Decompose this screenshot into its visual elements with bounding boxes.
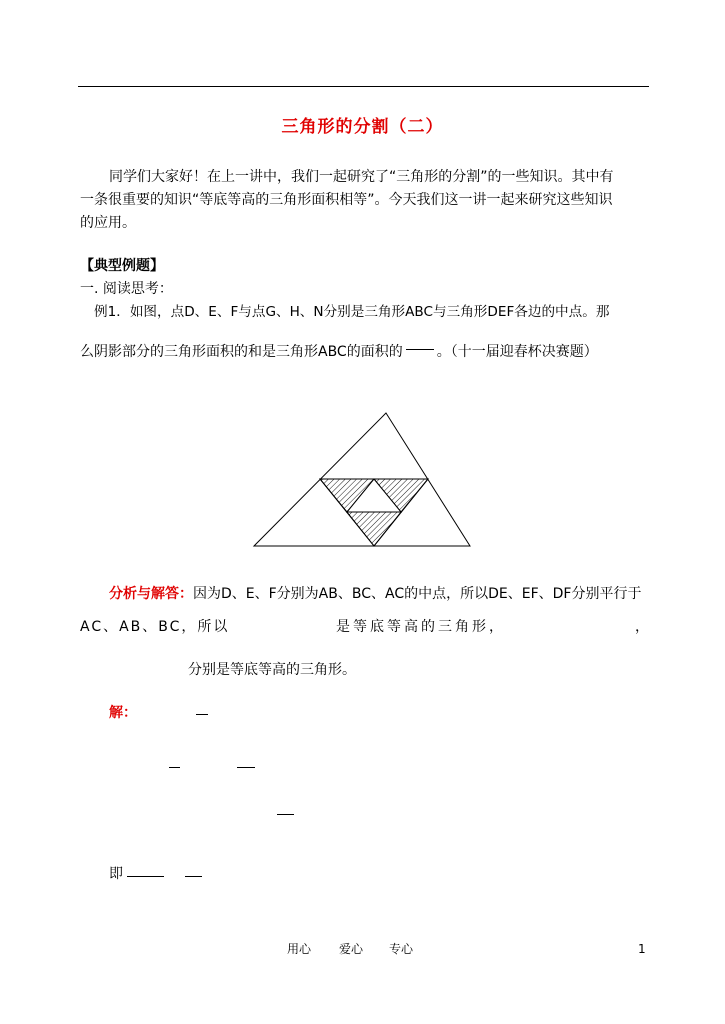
page-number: 1 xyxy=(638,942,646,956)
intro-line-3: 的应用。 xyxy=(80,215,136,231)
solution-dash-5 xyxy=(127,876,164,877)
analysis-line-2b: 是等底等高的三角形， xyxy=(336,619,506,635)
shaded-triangle-bottom xyxy=(347,512,401,546)
intro-line-1: 同学们大家好！在上一讲中，我们一起研究了“三角形的分割”的一些知识。其中有 xyxy=(109,169,614,185)
example1-line-2 xyxy=(80,341,598,364)
analysis-line-3: 分别是等底等高的三角形。 xyxy=(188,662,356,678)
header-rule xyxy=(78,86,649,87)
analysis-line-2 xyxy=(80,616,649,639)
solution-dash-3 xyxy=(237,767,255,768)
example1-line-1: 例1．如图，点D、E、F与点G、H、N分别是三角形ABC与三角形DEF各边的中点。那 xyxy=(94,304,610,320)
analysis-line-2c: ， xyxy=(635,619,649,635)
footer-motto xyxy=(287,940,413,957)
solution-ji: 即 xyxy=(109,866,123,882)
section-heading: 【典型例题】 xyxy=(80,258,164,274)
analysis-line-2a: AC、AB、BC，所以 xyxy=(80,619,230,635)
subsection-heading: 一. 阅读思考： xyxy=(80,281,173,297)
analysis-label: 分析与解答： xyxy=(109,586,193,602)
solution-dash-2 xyxy=(169,767,180,768)
answer-blank xyxy=(406,349,434,350)
triangle-figure xyxy=(250,410,474,550)
example1-line-2a: 么阴影部分的三角形面积的和是三角形ABC的面积的 xyxy=(80,344,403,360)
solution-dash-1 xyxy=(196,714,208,715)
footer-motto-1: 用心 xyxy=(287,942,312,956)
solution-label: 解： xyxy=(109,705,137,721)
solution-dash-4 xyxy=(277,814,294,815)
footer-motto-2: 爱心 xyxy=(339,942,364,956)
footer-motto-3: 专心 xyxy=(389,942,414,956)
example1-line-2b: 。（十一届迎春杯决赛题） xyxy=(436,344,598,360)
solution-dash-6 xyxy=(185,876,202,877)
page-title: 三角形的分割（二） xyxy=(281,117,444,137)
intro-line-2: 一条很重要的知识“等底等高的三角形面积相等”。今天我们这一讲一起来研究这些知识 xyxy=(80,192,613,208)
analysis-line-1-text: 因为D、E、F分别为AB、BC、AC的中点，所以DE、EF、DF分别平行于 xyxy=(193,586,642,602)
analysis-line-1 xyxy=(109,583,641,606)
